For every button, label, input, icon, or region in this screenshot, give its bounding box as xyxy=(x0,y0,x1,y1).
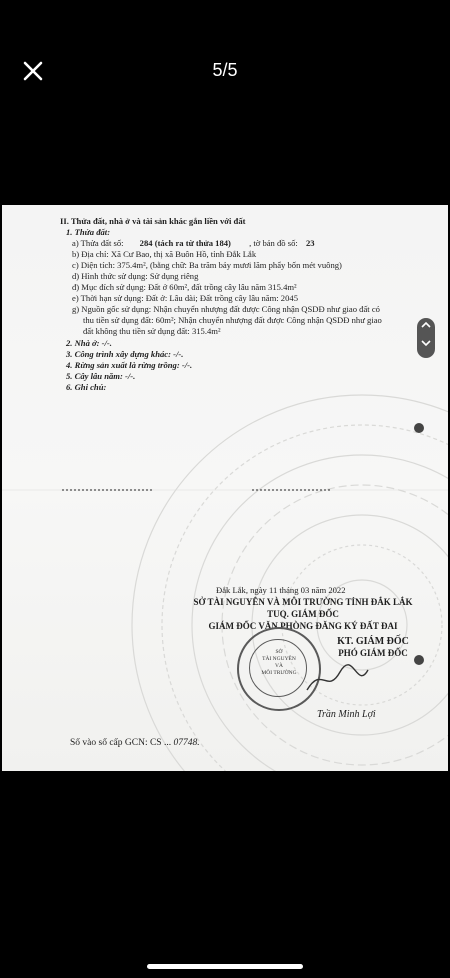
item-3: 3. Công trình xây dựng khác: -/-. xyxy=(66,349,184,359)
usage-purpose-line: đ) Mục đích sử dụng: Đất ở 60m², đất trồng cây lâu năm 315.4m² xyxy=(72,282,297,292)
usage-term-line: e) Thời hạn sử dụng: Đất ở: Lâu dài; Đất trồng cây lâu năm: 2045 xyxy=(72,293,298,303)
tuq-line: TUQ. GIÁM ĐỐC xyxy=(267,609,339,619)
director-line: GIÁM ĐỐC VĂN PHÒNG ĐĂNG KÝ ĐẤT ĐAI xyxy=(208,621,398,631)
stamp-line: SỞ xyxy=(275,649,283,655)
book-number-line xyxy=(70,738,200,748)
origin-line-3: đất không thu tiền sử dụng đất: 315.4m² xyxy=(83,326,221,336)
parcel-number: 284 (tách ra từ thửa 184) xyxy=(139,238,231,248)
item-6: 6. Ghi chú: xyxy=(66,382,107,392)
chevron-down-icon[interactable] xyxy=(421,339,431,347)
signer-name: Trần Minh Lợi xyxy=(317,709,376,720)
date-line: Đắk Lắk, ngày 11 tháng 03 năm 2022 xyxy=(216,585,346,595)
deputy-line: PHÓ GIÁM ĐỐC xyxy=(338,648,408,658)
address-line: b) Địa chỉ: Xã Cư Bao, thị xã Buôn Hồ, tỉnh Đắk Lắk xyxy=(72,249,257,259)
parcel-label: a) Thửa đất số: xyxy=(72,238,124,248)
zoom-scroll-control[interactable] xyxy=(417,318,435,358)
origin-line-1: g) Nguồn gốc sử dụng: Nhận chuyển nhượng đất được Công nhận QSDĐ như giao đất có xyxy=(72,304,380,314)
image-counter: 5/5 xyxy=(212,60,238,80)
usage-form-line: d) Hình thức sử dụng: Sử dụng riêng xyxy=(72,271,199,281)
signature xyxy=(302,660,372,700)
kt-line: KT. GIÁM ĐỐC xyxy=(337,636,409,647)
item-1-label: 1. Thửa đất: xyxy=(66,227,111,237)
home-indicator[interactable] xyxy=(147,964,303,969)
book-number: 07748. xyxy=(173,738,200,748)
section-title: II. Thửa đất, nhà ở và tài sản khác gắn liền với đất xyxy=(60,216,246,226)
viewer-top-bar xyxy=(0,0,450,140)
chevron-up-icon[interactable] xyxy=(421,321,431,329)
origin-line-2: thu tiền sử dụng đất: 60m²; Nhận chuyển nhượng đất được Công nhận QSDĐ như giao xyxy=(83,315,382,325)
stamp-line: VÀ xyxy=(275,663,283,669)
item-2: 2. Nhà ở: -/-. xyxy=(66,338,112,348)
item-4: 4. Rừng sản xuất là rừng trồng: -/-. xyxy=(66,360,193,370)
item-5: 5. Cây lâu năm: -/-. xyxy=(66,371,136,381)
org-line: SỞ TÀI NGUYÊN VÀ MÔI TRƯỜNG TỈNH ĐẮK LẮK xyxy=(193,597,413,607)
document-photo[interactable] xyxy=(2,205,448,771)
book-label: Số vào sổ cấp GCN: CS ... xyxy=(70,738,172,748)
parcel-line xyxy=(72,238,315,248)
map-sheet-label: , tờ bản đồ số: xyxy=(249,238,298,248)
stamp-line: TÀI NGUYÊN xyxy=(262,656,296,662)
area-line: c) Diện tích: 375.4m², (bằng chữ: Ba trăm bảy mươi lăm phẩy bốn mét vuông) xyxy=(72,260,342,270)
map-sheet-number: 23 xyxy=(305,238,315,248)
stamp-line: MÔI TRƯỜNG xyxy=(261,670,297,676)
document-text xyxy=(2,205,448,771)
